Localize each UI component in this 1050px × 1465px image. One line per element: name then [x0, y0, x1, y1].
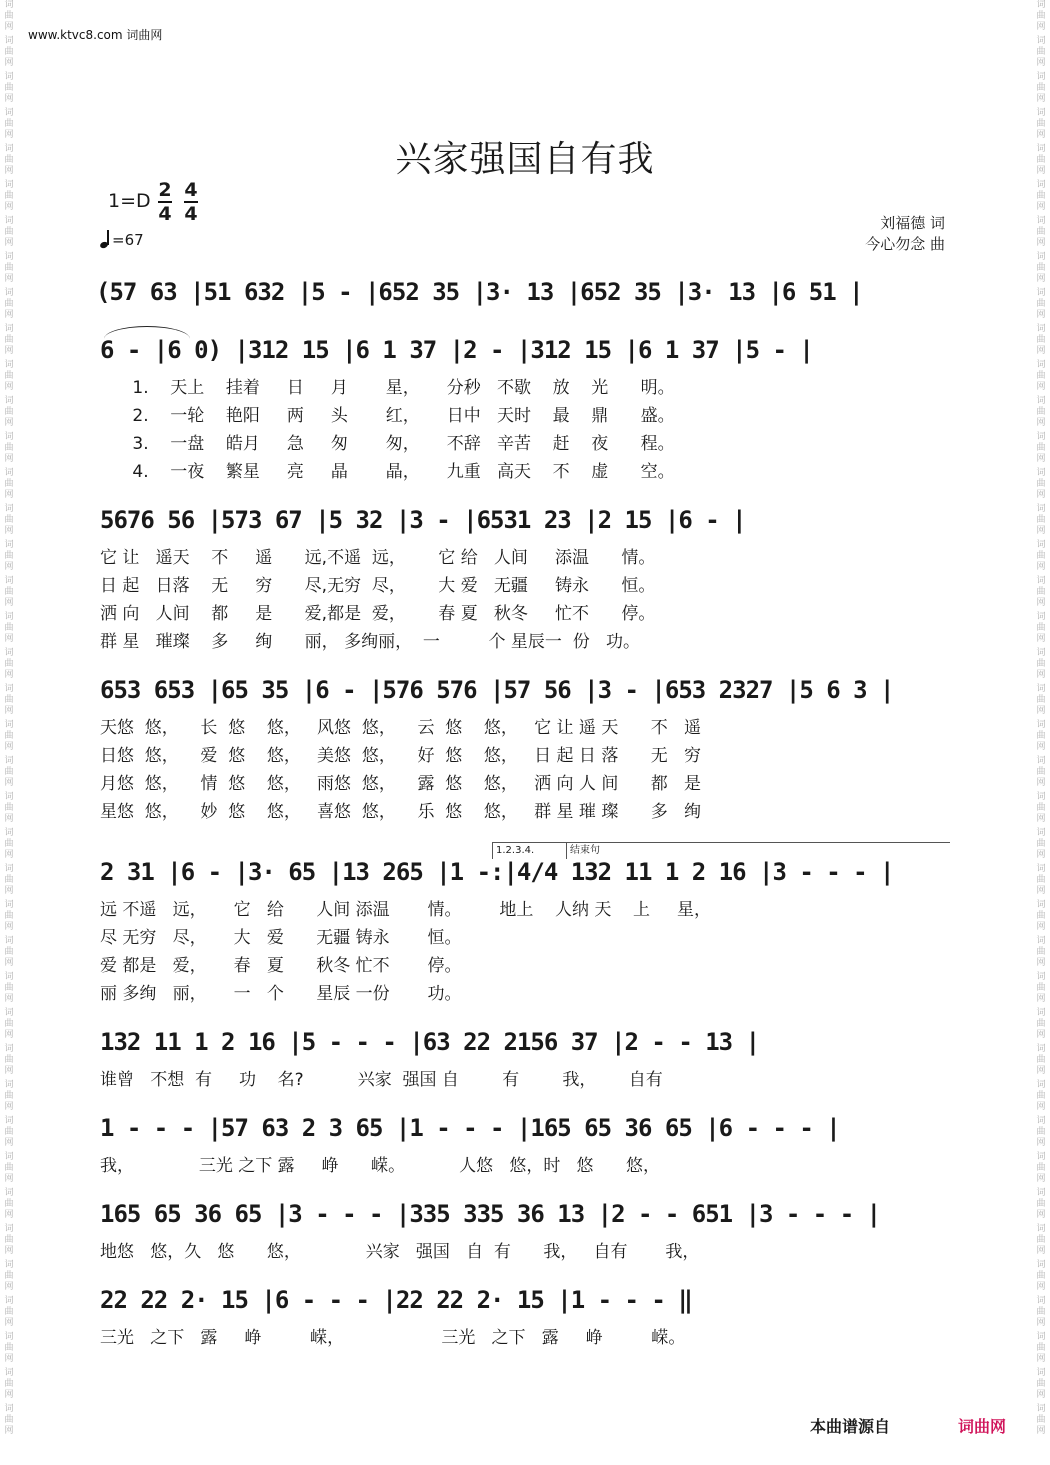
- watermark-text: 词 曲 网: [4, 108, 14, 140]
- watermark-text: 词 曲 网: [1036, 504, 1046, 536]
- watermark-text: 词 曲 网: [4, 288, 14, 320]
- watermark-text: 词 曲 网: [1036, 1116, 1046, 1148]
- watermark-text: 词 曲 网: [4, 1152, 14, 1184]
- watermark-text: 词 曲 网: [4, 432, 14, 464]
- watermark-text: 词 曲 网: [4, 1296, 14, 1328]
- watermark-text: 词 曲 网: [4, 1116, 14, 1148]
- watermark-text: 词 曲 网: [4, 756, 14, 788]
- tempo-marking: [100, 230, 144, 249]
- watermark-text: 词 曲 网: [4, 1044, 14, 1076]
- key-signature: 1=D: [108, 190, 151, 212]
- watermark-text: 词 曲 网: [4, 720, 14, 752]
- watermark-text: 词 曲 网: [1036, 792, 1046, 824]
- watermark-text: 词 曲 网: [4, 72, 14, 104]
- watermark-text: 词 曲 网: [4, 396, 14, 428]
- lyric-verse2-line1: 它 让 遥天 不 遥 远,不遥 远， 它 给 人间 添温 情。: [100, 548, 656, 568]
- time-signature-2: [184, 180, 198, 224]
- watermark-text: 词 曲 网: [4, 972, 14, 1004]
- watermark-text: 词 曲 网: [1036, 576, 1046, 608]
- tempo-value: =67: [112, 231, 144, 249]
- watermark-text: 词 曲 网: [1036, 252, 1046, 284]
- watermark-text: 词 曲 网: [4, 1224, 14, 1256]
- watermark-text: 词 曲 网: [1036, 108, 1046, 140]
- lyric-verse4-line3: 爱 都是 爱， 春 夏 秋冬 忙不 停。: [100, 956, 462, 976]
- score-line-6: [96, 1022, 956, 1062]
- watermark-text: 词 曲 网: [1036, 648, 1046, 680]
- lyric-verse2-line4: 群 星 璀璨 多 绚 丽， 多绚丽， 一 个 星辰一 份 功。: [100, 632, 640, 652]
- quarter-note-icon: [100, 230, 112, 248]
- watermark-text: 词 曲 网: [1036, 900, 1046, 932]
- notation-text: (57 63 |51 632 |5 - |652 35 |3· 13 |652 35 |3· 13 |6 51 |: [96, 278, 863, 306]
- notation-text: 6 - |6 0) |312 15 |6 1 37 |2 - |312 15 |6 1 37 |5 - |: [100, 336, 813, 364]
- lyric-chorus-line2: 我， 三光 之下 露 峥 嵘。 人悠 悠，时 悠 悠，: [100, 1156, 660, 1176]
- watermark-text: 词 曲 网: [4, 36, 14, 68]
- footer-source-text: 本曲谱源自: [810, 1417, 891, 1436]
- score-line-9: [96, 1280, 956, 1320]
- score-line-1: [96, 272, 956, 312]
- watermark-text: 词 曲 网: [4, 648, 14, 680]
- lyric-verse1-line4: 4. 一夜 繁星 亮 晶 晶， 九重 高天 不 虚 空。: [100, 462, 675, 482]
- score-line-7: [96, 1108, 956, 1148]
- notation-text: 2 31 |6 - |3· 65 |13 265 |1 -:|4/4 132 11 1 2 16 |3 - - - |: [100, 858, 894, 886]
- watermark-text: 词 曲 网: [1036, 360, 1046, 392]
- watermark-text: 词 曲 网: [4, 684, 14, 716]
- watermark-text: 词 曲 网: [4, 252, 14, 284]
- watermark-text: 词 曲 网: [1036, 396, 1046, 428]
- watermark-text: 词 曲 网: [4, 612, 14, 644]
- watermark-text: 词 曲 网: [4, 1368, 14, 1400]
- watermark-text: 词 曲 网: [1036, 1332, 1046, 1364]
- lyric-verse1-line2: 2. 一轮 艳阳 两 头 红， 日中 天时 最 鼎 盛。: [100, 406, 675, 426]
- watermark-text: 词 曲 网: [1036, 1368, 1046, 1400]
- watermark-text: 词 曲 网: [1036, 36, 1046, 68]
- volta-ending: 结束句: [566, 842, 950, 859]
- time2-denominator: 4: [184, 203, 198, 225]
- notation-text: 22 22 2· 15 |6 - - - |22 22 2· 15 |1 - - - ‖: [100, 1286, 692, 1314]
- notation-text: 165 65 36 65 |3 - - - |335 335 36 13 |2 - - 651 |3 - - - |: [100, 1200, 881, 1228]
- song-title: 兴家强国自有我: [395, 139, 655, 180]
- lyric-verse3-line4: 星悠 悠， 妙 悠 悠， 喜悠 悠， 乐 悠 悠， 群 星 璀 璨 多 绚: [100, 802, 701, 822]
- footer-brand-link[interactable]: 词曲网: [958, 1417, 1007, 1436]
- watermark-text: 词 曲 网: [1036, 1188, 1046, 1220]
- notation-text: 5676 56 |573 67 |5 32 |3 - |6531 23 |2 15 |6 - |: [100, 506, 746, 534]
- watermark-text: 词 曲 网: [4, 1080, 14, 1112]
- watermark-text: 词 曲 网: [1036, 180, 1046, 212]
- notation-text: 653 653 |65 35 |6 - |576 576 |57 56 |3 - |653 2327 |5 6 3 |: [100, 676, 894, 704]
- watermark-text: 词 曲 网: [1036, 828, 1046, 860]
- watermark-text: 词 曲 网: [4, 180, 14, 212]
- watermark-text: 词 曲 网: [4, 1260, 14, 1292]
- watermark-text: 词 曲 网: [1036, 1296, 1046, 1328]
- watermark-text: 词 曲 网: [1036, 612, 1046, 644]
- watermark-text: 词 曲 网: [1036, 1404, 1046, 1436]
- left-watermark-strip: [2, 0, 16, 1465]
- volta-first-ending: 1.2.3.4.: [492, 842, 566, 859]
- watermark-text: 词 曲 网: [1036, 144, 1046, 176]
- lyric-chorus-line1: 谁曾 不想 有 功 名? 兴家 强国 自 有 我， 自有: [100, 1070, 663, 1090]
- lyric-verse3-line1: 天悠 悠， 长 悠 悠， 风悠 悠， 云 悠 悠， 它 让 遥 天 不 遥: [100, 718, 701, 738]
- site-url[interactable]: www.ktvc8.com 词曲网: [28, 28, 163, 42]
- watermark-text: 词 曲 网: [4, 900, 14, 932]
- time1-numerator: 2: [158, 179, 172, 201]
- watermark-text: 词 曲 网: [4, 936, 14, 968]
- watermark-text: 词 曲 网: [4, 360, 14, 392]
- watermark-text: 词 曲 网: [1036, 468, 1046, 500]
- watermark-text: 词 曲 网: [4, 468, 14, 500]
- watermark-text: 词 曲 网: [1036, 1080, 1046, 1112]
- watermark-text: 词 曲 网: [4, 504, 14, 536]
- watermark-text: 词 曲 网: [4, 216, 14, 248]
- watermark-text: 词 曲 网: [1036, 540, 1046, 572]
- watermark-text: 词 曲 网: [1036, 288, 1046, 320]
- watermark-text: 词 曲 网: [1036, 324, 1046, 356]
- watermark-text: 词 曲 网: [4, 324, 14, 356]
- watermark-text: 词 曲 网: [4, 828, 14, 860]
- watermark-text: 词 曲 网: [1036, 1152, 1046, 1184]
- watermark-text: 词 曲 网: [1036, 1044, 1046, 1076]
- lyric-verse3-line3: 月悠 悠， 情 悠 悠， 雨悠 悠， 露 悠 悠， 洒 向 人 间 都 是: [100, 774, 701, 794]
- time2-numerator: 4: [184, 179, 198, 201]
- watermark-text: 词 曲 网: [4, 864, 14, 896]
- watermark-text: 词 曲 网: [1036, 1008, 1046, 1040]
- watermark-text: 词 曲 网: [1036, 720, 1046, 752]
- score-line-3: [96, 500, 956, 540]
- watermark-text: 词 曲 网: [1036, 1260, 1046, 1292]
- lyricist: 刘福德 词: [880, 214, 945, 232]
- watermark-text: 词 曲 网: [4, 0, 14, 32]
- watermark-text: 词 曲 网: [1036, 0, 1046, 32]
- score-line-4: [96, 670, 956, 710]
- time1-denominator: 4: [158, 203, 172, 225]
- time-signature-1: [158, 180, 172, 224]
- watermark-text: 词 曲 网: [1036, 72, 1046, 104]
- lyric-verse1-line3: 3. 一盘 皓月 急 匆 匆， 不辞 辛苦 赶 夜 程。: [100, 434, 675, 454]
- composer: 今心勿念 曲: [865, 235, 945, 253]
- score-line-5: [96, 852, 956, 892]
- watermark-text: 词 曲 网: [1036, 1224, 1046, 1256]
- lyric-verse4-line4: 丽 多绚 丽， 一 个 星辰 一份 功。: [100, 984, 462, 1004]
- lyric-chorus-line3: 地悠 悠，久 悠 悠， 兴家 强国 自 有 我， 自有 我，: [100, 1242, 700, 1262]
- watermark-text: 词 曲 网: [1036, 216, 1046, 248]
- lyric-chorus-line4: 三光 之下 露 峥 嵘， 三光 之下 露 峥 嵘。: [100, 1328, 686, 1348]
- right-watermark-strip: [1034, 0, 1048, 1465]
- watermark-text: 词 曲 网: [4, 576, 14, 608]
- watermark-text: 词 曲 网: [4, 1188, 14, 1220]
- score-line-8: [96, 1194, 956, 1234]
- watermark-text: 词 曲 网: [1036, 864, 1046, 896]
- score-line-2: [96, 330, 956, 370]
- watermark-text: 词 曲 网: [4, 540, 14, 572]
- watermark-text: 词 曲 网: [4, 1332, 14, 1364]
- watermark-text: 词 曲 网: [1036, 972, 1046, 1004]
- watermark-text: 词 曲 网: [1036, 432, 1046, 464]
- watermark-text: 词 曲 网: [1036, 936, 1046, 968]
- lyric-verse4-line2: 尽 无穷 尽， 大 爱 无疆 铸永 恒。: [100, 928, 462, 948]
- lyric-verse4-line1: 远 不遥 远， 它 给 人间 添温 情。 地上 人纳 天 上 星，: [100, 900, 711, 920]
- lyric-verse3-line2: 日悠 悠， 爱 悠 悠， 美悠 悠， 好 悠 悠， 日 起 日 落 无 穷: [100, 746, 701, 766]
- tie-arc: [104, 326, 190, 339]
- watermark-text: 词 曲 网: [4, 1008, 14, 1040]
- lyric-verse1-line1: 1. 天上 挂着 日 月 星， 分秒 不歇 放 光 明。: [100, 378, 675, 398]
- lyric-verse2-line3: 洒 向 人间 都 是 爱,都是 爱， 春 夏 秋冬 忙不 停。: [100, 604, 656, 624]
- watermark-text: 词 曲 网: [4, 1404, 14, 1436]
- watermark-text: 词 曲 网: [4, 144, 14, 176]
- notation-text: 132 11 1 2 16 |5 - - - |63 22 2156 37 |2 - - 13 |: [100, 1028, 760, 1056]
- lyric-verse2-line2: 日 起 日落 无 穷 尽,无穷 尽， 大 爱 无疆 铸永 恒。: [100, 576, 656, 596]
- watermark-text: 词 曲 网: [1036, 684, 1046, 716]
- watermark-text: 词 曲 网: [1036, 756, 1046, 788]
- watermark-text: 词 曲 网: [4, 792, 14, 824]
- notation-text: 1 - - - |57 63 2 3 65 |1 - - - |165 65 36 65 |6 - - - |: [100, 1114, 840, 1142]
